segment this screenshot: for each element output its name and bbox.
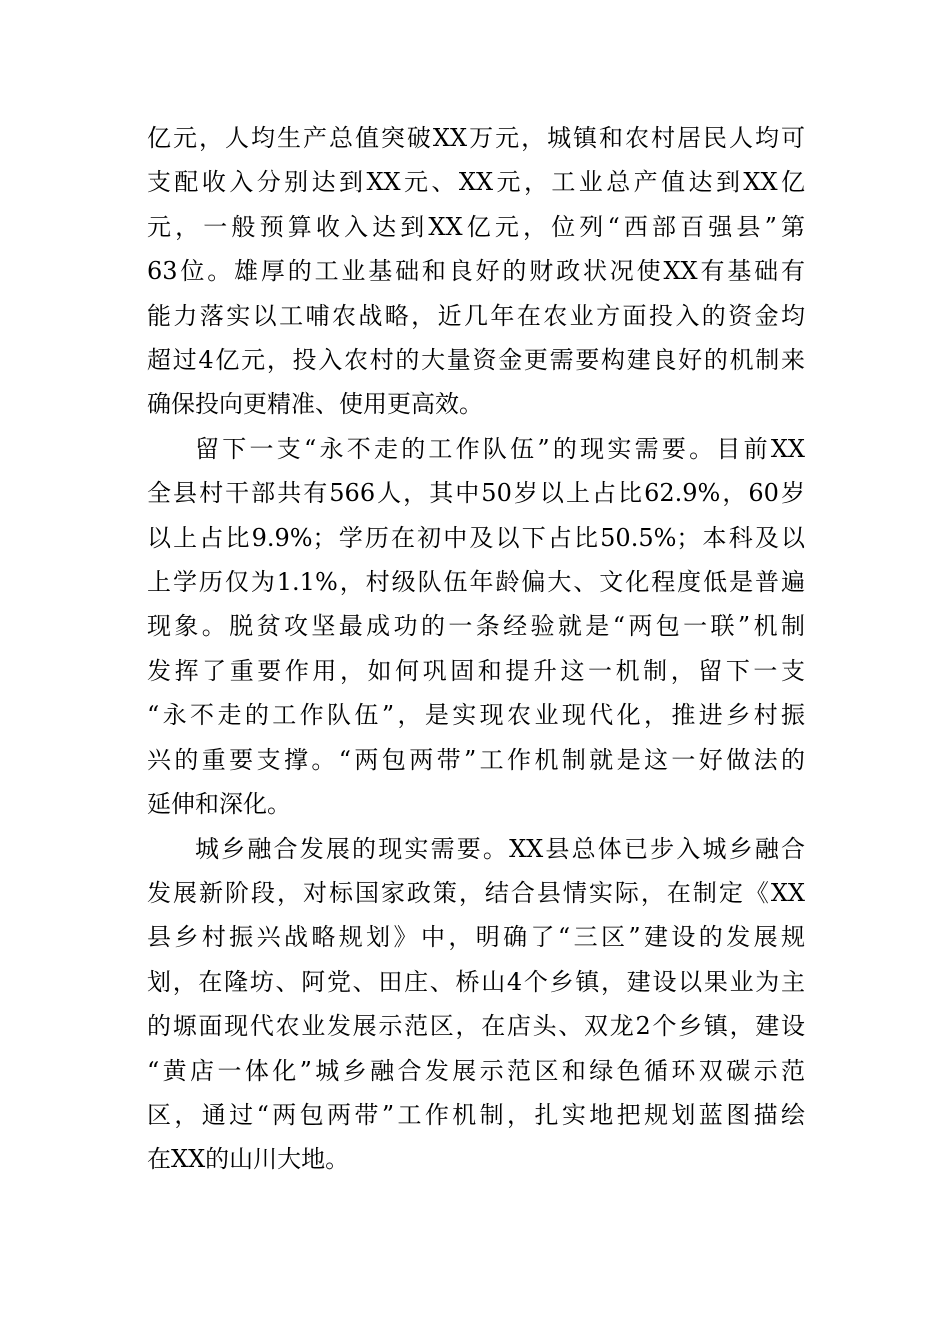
text-line: 划，在隆坊、阿党、田庄、桥山4个乡镇，建设以果业为主 xyxy=(147,967,805,996)
text-line: 支配收入分别达到XX元、XX元，工业总产值达到XX亿 xyxy=(147,168,805,197)
text-line: 县乡村振兴战略规划》中，明确了“三区”建设的发展规 xyxy=(147,923,805,952)
text-line: 63位。雄厚的工业基础和良好的财政状况使XX有基础有 xyxy=(147,257,805,286)
text-line: “永不走的工作队伍”，是实现农业现代化，推进乡村振 xyxy=(147,701,805,730)
text-line: 城乡融合发展的现实需要。XX县总体已步入城乡融合 xyxy=(195,834,805,863)
text-line: 的塬面现代农业发展示范区，在店头、双龙2个乡镇，建设 xyxy=(147,1012,805,1041)
text-line: 在XX的山川大地。 xyxy=(147,1145,350,1174)
text-line: 现象。脱贫攻坚最成功的一条经验就是“两包一联”机制 xyxy=(147,612,805,641)
paragraph-urban-rural-integration xyxy=(147,827,805,1182)
text-line: 兴的重要支撑。“两包两带”工作机制就是这一好做法的 xyxy=(147,745,805,774)
document-body xyxy=(147,116,805,1182)
paragraph-work-team xyxy=(147,427,805,827)
paragraph-economic-foundation xyxy=(147,116,805,427)
text-line: 亿元，人均生产总值突破XX万元，城镇和农村居民人均可 xyxy=(147,124,805,152)
text-line: 延伸和深化。 xyxy=(147,790,291,819)
text-line: 区，通过“两包两带”工作机制，扎实地把规划蓝图描绘 xyxy=(147,1100,805,1129)
text-line: 留下一支“永不走的工作队伍”的现实需要。目前XX xyxy=(195,434,805,463)
text-line: 超过4亿元，投入农村的大量资金更需要构建良好的机制来 xyxy=(147,346,805,375)
text-line: “黄店一体化”城乡融合发展示范区和绿色循环双碳示范 xyxy=(147,1056,805,1085)
text-line: 能力落实以工哺农战略，近几年在农业方面投入的资金均 xyxy=(147,301,805,330)
text-line: 发展新阶段，对标国家政策，结合县情实际，在制定《XX xyxy=(147,878,805,907)
text-line: 全县村干部共有566人，其中50岁以上占比62.9%，60岁 xyxy=(147,479,805,508)
text-line: 发挥了重要作用，如何巩固和提升这一机制，留下一支 xyxy=(147,656,805,685)
text-line: 上学历仅为1.1%，村级队伍年龄偏大、文化程度低是普遍 xyxy=(147,568,805,597)
text-line: 确保投向更精准、使用更高效。 xyxy=(147,390,483,419)
text-line: 元，一般预算收入达到XX亿元，位列“西部百强县”第 xyxy=(147,212,805,241)
text-line: 以上占比9.9%；学历在初中及以下占比50.5%；本科及以 xyxy=(147,523,805,552)
